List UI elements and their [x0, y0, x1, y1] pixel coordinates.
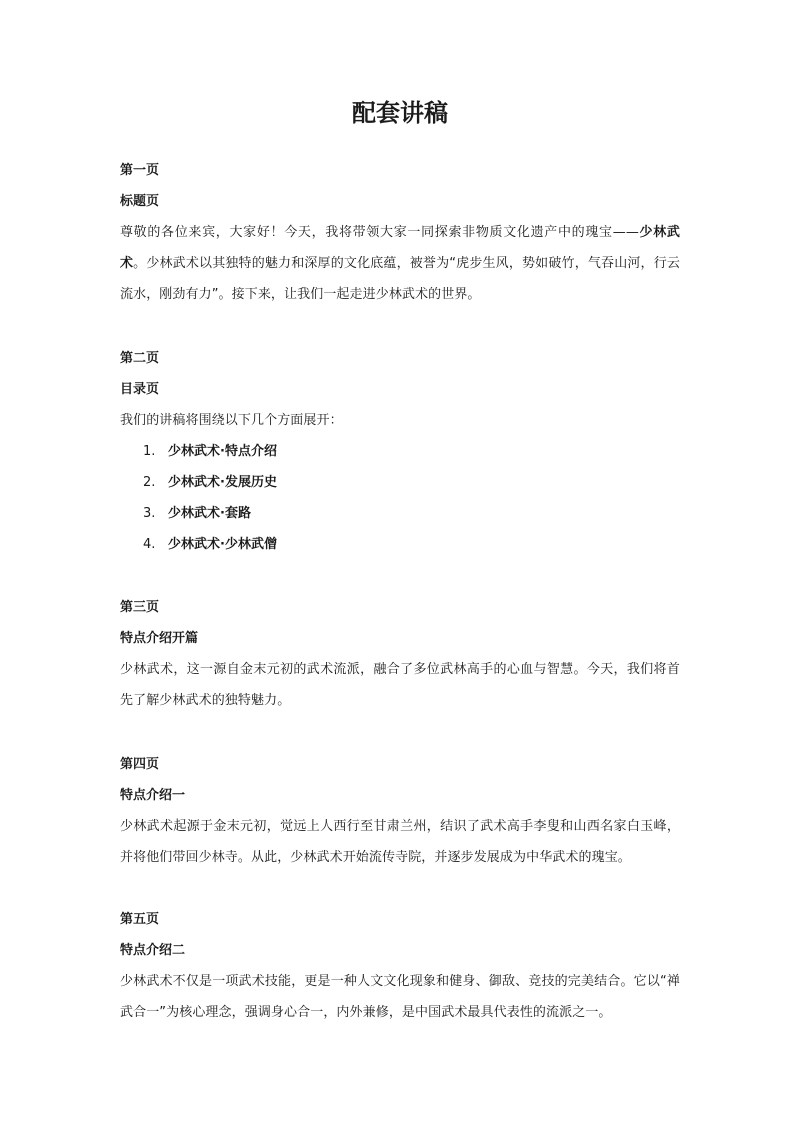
section-heading: 特点介绍二 [120, 943, 186, 958]
list-item [120, 436, 680, 467]
section-paragraph: 少林武术，这一源自金末元初的武术流派，融合了多位武林高手的心血与智慧。今天，我们将首先了解少林武术的独特魅力。 [120, 662, 680, 708]
paragraph-text: 尊敬的各位来宾，大家好！今天，我将带领大家一同探索非物质文化遗产中的瑰宝—— [120, 225, 639, 240]
section-heading: 目录页 [120, 382, 160, 397]
section-heading: 特点介绍开篇 [120, 631, 199, 646]
list-item [120, 529, 680, 560]
page-label: 第三页 [120, 600, 160, 615]
section-page-5 [120, 910, 680, 1028]
section-page-4 [120, 755, 680, 873]
list-number: 1. [143, 444, 156, 459]
list-text: 少林武术·发展历史 [168, 475, 277, 490]
page-label: 第二页 [120, 351, 160, 366]
page-label: 第四页 [120, 757, 160, 772]
section-page-2 [120, 349, 680, 560]
section-page-3 [120, 598, 680, 716]
list-text: 少林武术·特点介绍 [168, 444, 277, 459]
list-item [120, 498, 680, 529]
list-number: 3. [143, 506, 156, 521]
document-title: 配套讲稿 [352, 99, 448, 127]
list-item [120, 467, 680, 498]
paragraph-text: 。少林武术以其独特的魅力和深厚的文化底蕴，被誉为“虎步生风，势如破竹，气吞山河，行云流水，刚劲有力”。接下来，让我们一起走进少林武术的世界。 [120, 256, 680, 302]
section-intro: 我们的讲稿将围绕以下几个方面展开： [120, 413, 343, 428]
section-heading: 标题页 [120, 194, 160, 209]
contents-list [120, 436, 680, 560]
section-paragraph: 少林武术起源于金末元初，觉远上人西行至甘肃兰州，结识了武术高手李叟和山西名家白玉峰，并将他们带回少林寺。从此，少林武术开始流传寺院，并逐步发展成为中华武术的瑰宝。 [120, 819, 680, 865]
paragraph-bold-text: 少林武术 [120, 225, 680, 271]
section-paragraph [120, 217, 680, 310]
list-text: 少林武术·套路 [168, 506, 251, 521]
section-paragraph: 少林武术不仅是一项武术技能，更是一种人文文化现象和健身、御敌、竞技的完美结合。它以“禅武合一”为核心理念，强调身心合一，内外兼修，是中国武术最具代表性的流派之一。 [120, 974, 680, 1020]
list-text: 少林武术·少林武僧 [168, 537, 277, 552]
page-label: 第一页 [120, 163, 160, 178]
list-number: 4. [143, 537, 156, 552]
section-page-1 [120, 161, 680, 310]
list-number: 2. [143, 475, 156, 490]
section-heading: 特点介绍一 [120, 788, 186, 803]
page-label: 第五页 [120, 912, 160, 927]
